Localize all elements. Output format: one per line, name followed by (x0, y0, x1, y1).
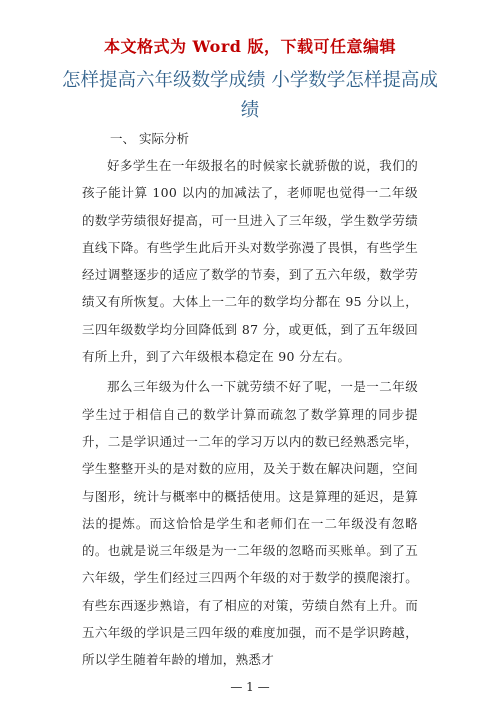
paragraph: 那么三年级为什么一下就劳绩不好了呢，一是一二年级学生过于相信自己的数学计算而疏忽了数学算理的同步提升，二是学识通过一二年的学习万以内的数已经熟悉完毕，学生整整开头的是对数的应用，及关于数在解决问题，空间与图形，统计与概率中的概括使用。这是算理的延迟，是算法的提炼。而这恰恰是学生和老师们在一二年级没有忽略的。也就是说三年级是为一二年级的忽略而买账单。到了五六年级，学生们经过三四两个年级的对于数学的摸爬滚打。有些东西逐步熟谙，有了相应的对策，劳绩自然有上升。而五六年级的学识是三四年级的难度加强，而不是学识跨越，所以学生随着年龄的增加，熟悉才 (82, 379, 418, 668)
document-title: 怎样提高六年级数学成绩 小学数学怎样提高成绩 (62, 70, 438, 121)
page-number: — 1 — (230, 680, 270, 694)
download-banner: 本文格式为 Word 版，下载可任意编辑 (103, 37, 397, 56)
paragraph: 好多学生在一年级报名的时候家长就骄傲的说，我们的孩子能计算 100 以内的加减法了，老师呢也觉得一二年级的数学劳绩很好提高，可一旦进入了三年级，学生数学劳绩直线下降。有些学生此后开头对数学弥漫了畏惧，有些学生经过调整逐步的适应了数学的节奏，到了五六年级，数学劳绩又有所恢复。大体上一二年的数学均分都在 95 分以上，三四年级数学均分回降低到 87 分，或更低，到了五年级回有所上升，到了六年级根本稳定在 90 分左右。 (82, 158, 418, 365)
body-text (82, 152, 418, 677)
section-heading: 一、 实际分析 (110, 131, 189, 146)
